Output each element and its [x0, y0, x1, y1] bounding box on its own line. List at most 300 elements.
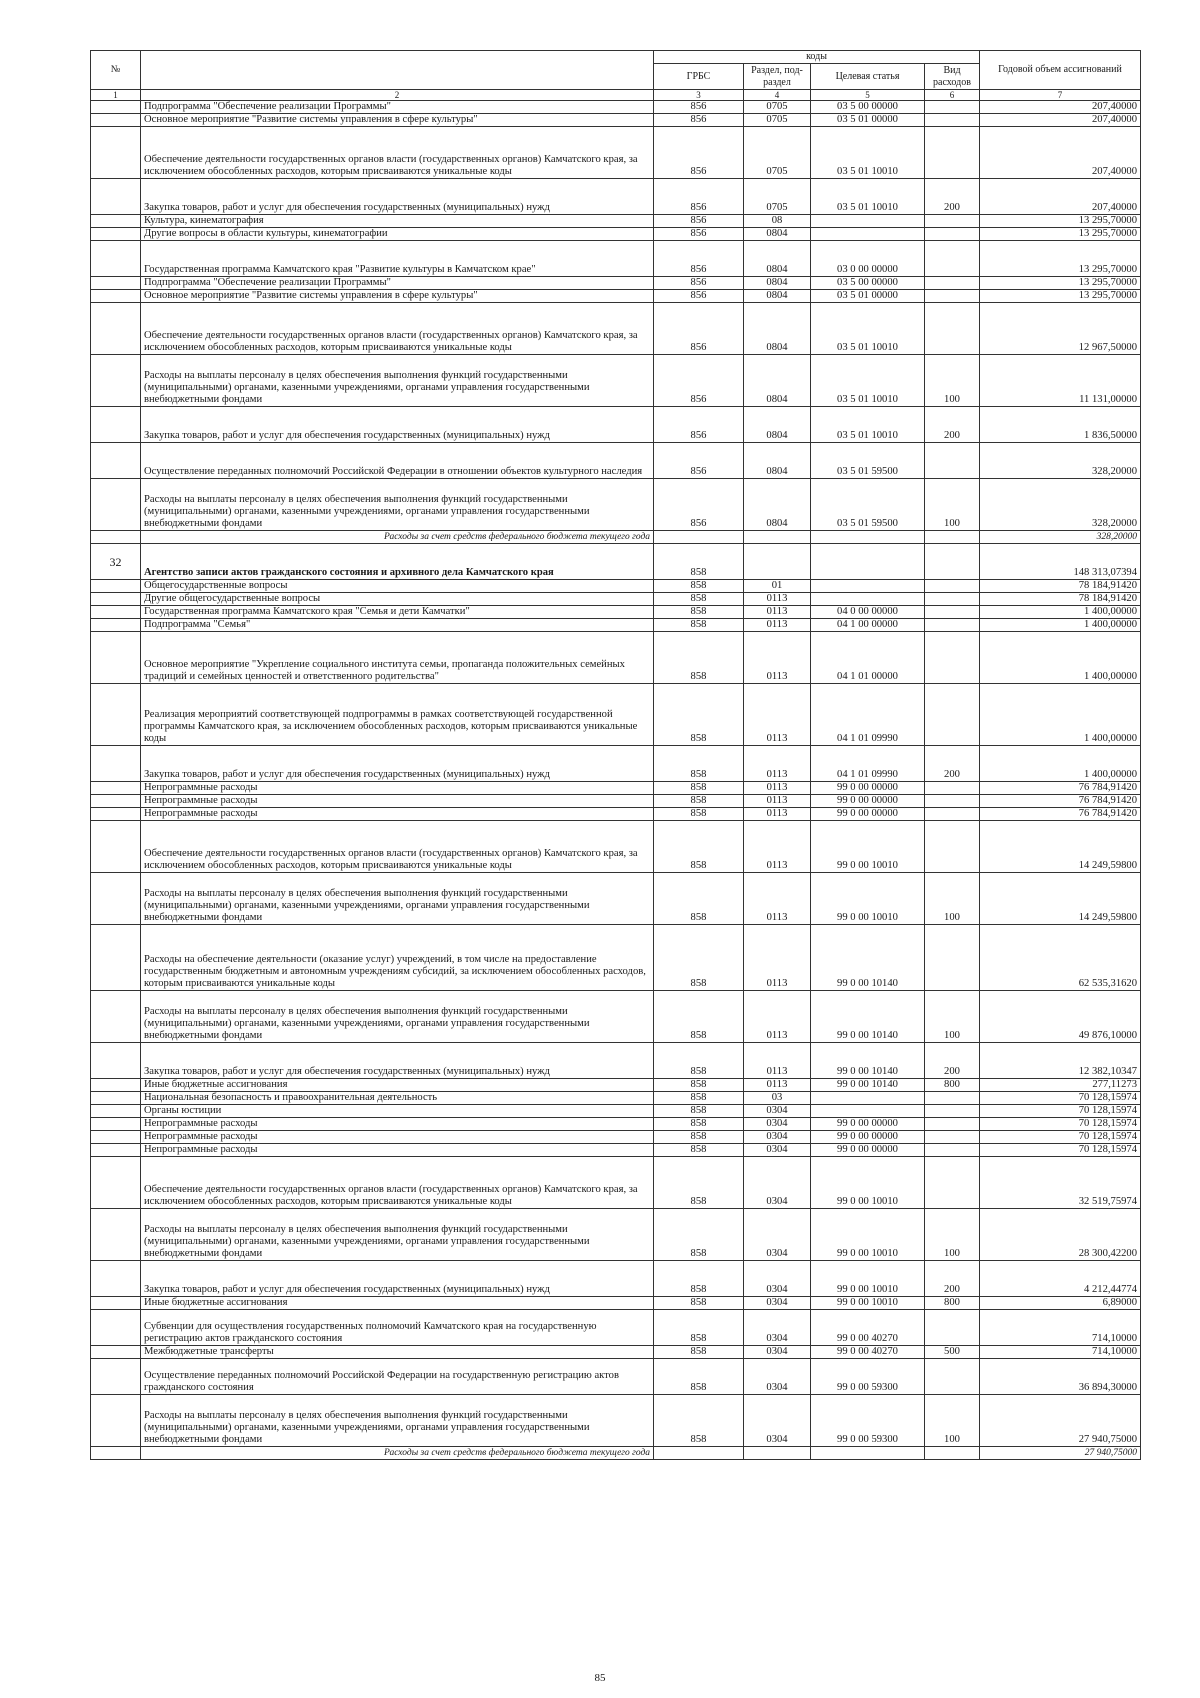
row-name: Закупка товаров, работ и услуг для обеспечения государственных (муниципальных) нужд	[141, 746, 654, 782]
row-number	[91, 580, 141, 593]
table-row	[91, 290, 1141, 303]
row-target-article: 99 0 00 10010	[811, 1157, 925, 1209]
row-expense-type	[925, 544, 980, 580]
table-row	[91, 1157, 1141, 1209]
row-section	[744, 531, 811, 544]
row-grbs: 858	[654, 746, 744, 782]
row-number	[91, 746, 141, 782]
table-row	[91, 782, 1141, 795]
row-number	[91, 303, 141, 355]
row-name: Непрограммные расходы	[141, 1144, 654, 1157]
row-number: 32	[91, 544, 141, 580]
row-expense-type	[925, 925, 980, 991]
row-annual-amount: 1 400,00000	[980, 619, 1141, 632]
row-section: 0804	[744, 355, 811, 407]
row-annual-amount: 328,20000	[980, 443, 1141, 479]
row-target-article: 99 0 00 00000	[811, 1118, 925, 1131]
row-number	[91, 1395, 141, 1447]
row-target-article: 03 5 01 10010	[811, 179, 925, 215]
row-name: Закупка товаров, работ и услуг для обеспечения государственных (муниципальных) нужд	[141, 1043, 654, 1079]
row-annual-amount: 4 212,44774	[980, 1261, 1141, 1297]
row-grbs: 858	[654, 1346, 744, 1359]
row-name: Подпрограмма "Обеспечение реализации Программы"	[141, 101, 654, 114]
table-row	[91, 808, 1141, 821]
table-row	[91, 303, 1141, 355]
row-number	[91, 1043, 141, 1079]
row-name: Основное мероприятие "Укрепление социального института семьи, пропаганда положительных семейных традиций и семейных ценностей и ответственного родительства"	[141, 632, 654, 684]
row-annual-amount: 70 128,15974	[980, 1144, 1141, 1157]
row-expense-type	[925, 443, 980, 479]
table-header	[91, 51, 1141, 101]
row-annual-amount: 62 535,31620	[980, 925, 1141, 991]
row-expense-type	[925, 215, 980, 228]
row-grbs	[654, 531, 744, 544]
row-target-article: 03 5 01 10010	[811, 407, 925, 443]
table-row	[91, 580, 1141, 593]
row-grbs: 856	[654, 303, 744, 355]
row-annual-amount: 6,89000	[980, 1297, 1141, 1310]
row-annual-amount: 49 876,10000	[980, 991, 1141, 1043]
table-body	[91, 101, 1141, 1460]
row-name: Расходы на выплаты персоналу в целях обеспечения выполнения функций государственными (муниципальными) органами, казенными учреждениями, органами управления государственными внебюджетными фондами	[141, 355, 654, 407]
row-number	[91, 443, 141, 479]
row-section: 0113	[744, 746, 811, 782]
table-row	[91, 215, 1141, 228]
row-name: Межбюджетные трансферты	[141, 1346, 654, 1359]
row-section: 0113	[744, 795, 811, 808]
table-row	[91, 1105, 1141, 1118]
row-number	[91, 925, 141, 991]
row-number	[91, 606, 141, 619]
row-name: Общегосударственные вопросы	[141, 580, 654, 593]
header-target-article: Целевая статья	[811, 64, 925, 90]
row-expense-type	[925, 580, 980, 593]
budget-table-sheet	[90, 50, 1140, 1460]
row-section: 0113	[744, 873, 811, 925]
row-target-article	[811, 1105, 925, 1118]
table-row	[91, 241, 1141, 277]
row-annual-amount: 148 313,07394	[980, 544, 1141, 580]
table-row	[91, 1297, 1141, 1310]
row-target-article: 03 5 00 00000	[811, 277, 925, 290]
table-row	[91, 531, 1141, 544]
row-grbs: 858	[654, 1118, 744, 1131]
row-target-article: 03 5 01 00000	[811, 290, 925, 303]
row-annual-amount: 1 400,00000	[980, 746, 1141, 782]
table-row	[91, 1359, 1141, 1395]
row-target-article: 04 0 00 00000	[811, 606, 925, 619]
row-name: Иные бюджетные ассигнования	[141, 1297, 654, 1310]
row-target-article: 04 1 01 09990	[811, 684, 925, 746]
row-grbs: 856	[654, 114, 744, 127]
row-grbs: 856	[654, 479, 744, 531]
row-section: 0113	[744, 632, 811, 684]
header-codes: коды	[654, 51, 980, 64]
row-number	[91, 241, 141, 277]
row-target-article: 03 5 00 00000	[811, 101, 925, 114]
row-expense-type	[925, 619, 980, 632]
row-name: Обеспечение деятельности государственных органов власти (государственных органов) Камчатского края, за исключением обособленных расходов, которым присваиваются уникальные коды	[141, 127, 654, 179]
row-expense-type: 100	[925, 991, 980, 1043]
row-name: Органы юстиции	[141, 1105, 654, 1118]
row-number	[91, 1346, 141, 1359]
row-target-article: 04 1 00 00000	[811, 619, 925, 632]
row-target-article: 03 5 01 00000	[811, 114, 925, 127]
row-annual-amount: 28 300,42200	[980, 1209, 1141, 1261]
row-grbs: 856	[654, 215, 744, 228]
table-row	[91, 228, 1141, 241]
row-expense-type: 100	[925, 1209, 980, 1261]
row-target-article: 99 0 00 40270	[811, 1346, 925, 1359]
row-number	[91, 1261, 141, 1297]
row-target-article: 03 5 01 10010	[811, 127, 925, 179]
row-annual-amount: 328,20000	[980, 531, 1141, 544]
row-grbs: 858	[654, 1157, 744, 1209]
row-section: 0304	[744, 1209, 811, 1261]
row-annual-amount: 70 128,15974	[980, 1105, 1141, 1118]
row-number	[91, 808, 141, 821]
row-expense-type	[925, 1144, 980, 1157]
row-expense-type: 100	[925, 355, 980, 407]
row-grbs: 858	[654, 1261, 744, 1297]
row-section: 0113	[744, 606, 811, 619]
row-section: 0113	[744, 821, 811, 873]
row-grbs: 858	[654, 821, 744, 873]
row-number	[91, 619, 141, 632]
row-section: 0304	[744, 1261, 811, 1297]
row-name: Национальная безопасность и правоохранительная деятельность	[141, 1092, 654, 1105]
row-name: Непрограммные расходы	[141, 1118, 654, 1131]
row-number	[91, 1079, 141, 1092]
row-grbs: 858	[654, 795, 744, 808]
row-grbs: 858	[654, 593, 744, 606]
row-expense-type	[925, 808, 980, 821]
row-number	[91, 1447, 141, 1460]
row-expense-type: 200	[925, 179, 980, 215]
row-annual-amount: 13 295,70000	[980, 215, 1141, 228]
row-number	[91, 873, 141, 925]
table-row	[91, 277, 1141, 290]
header-index-row	[91, 90, 1141, 101]
row-annual-amount: 32 519,75974	[980, 1157, 1141, 1209]
row-annual-amount: 1 400,00000	[980, 606, 1141, 619]
row-section: 0113	[744, 619, 811, 632]
row-target-article	[811, 1092, 925, 1105]
row-expense-type	[925, 593, 980, 606]
row-section: 08	[744, 215, 811, 228]
row-name: Осуществление переданных полномочий Российской Федерации на государственную регистрацию актов гражданского состояния	[141, 1359, 654, 1395]
row-name: Обеспечение деятельности государственных органов власти (государственных органов) Камчатского края, за исключением обособленных расходов, которым присваиваются уникальные коды	[141, 303, 654, 355]
row-expense-type	[925, 606, 980, 619]
header-section: Раздел, под-раздел	[744, 64, 811, 90]
row-expense-type: 200	[925, 407, 980, 443]
row-name: Расходы на выплаты персоналу в целях обеспечения выполнения функций государственными (муниципальными) органами, казенными учреждениями, органами управления государственными внебюджетными фондами	[141, 1209, 654, 1261]
row-section: 0113	[744, 925, 811, 991]
row-name: Закупка товаров, работ и услуг для обеспечения государственных (муниципальных) нужд	[141, 407, 654, 443]
header-index: 4	[744, 90, 811, 101]
row-annual-amount: 277,11273	[980, 1079, 1141, 1092]
row-name: Государственная программа Камчатского края "Семья и дети Камчатки"	[141, 606, 654, 619]
row-section: 0804	[744, 228, 811, 241]
row-target-article: 04 1 01 00000	[811, 632, 925, 684]
row-expense-type	[925, 1447, 980, 1460]
row-annual-amount: 13 295,70000	[980, 290, 1141, 303]
row-number	[91, 593, 141, 606]
header-index: 5	[811, 90, 925, 101]
row-expense-type: 800	[925, 1297, 980, 1310]
table-row	[91, 593, 1141, 606]
row-target-article: 99 0 00 10140	[811, 1043, 925, 1079]
row-name: Государственная программа Камчатского края "Развитие культуры в Камчатском крае"	[141, 241, 654, 277]
row-name: Реализация мероприятий соответствующей подпрограммы в рамках соответствующей государственной программы Камчатского края, за исключением обособленных расходов, которым присваиваются уникальные коды	[141, 684, 654, 746]
row-target-article	[811, 531, 925, 544]
row-expense-type	[925, 1157, 980, 1209]
row-grbs: 856	[654, 407, 744, 443]
table-row	[91, 443, 1141, 479]
row-annual-amount: 70 128,15974	[980, 1131, 1141, 1144]
row-target-article: 99 0 00 10140	[811, 925, 925, 991]
row-section: 0804	[744, 443, 811, 479]
table-row	[91, 1118, 1141, 1131]
table-row	[91, 1144, 1141, 1157]
row-number	[91, 1118, 141, 1131]
row-target-article	[811, 215, 925, 228]
row-name: Подпрограмма "Семья"	[141, 619, 654, 632]
row-name: Другие вопросы в области культуры, кинематографии	[141, 228, 654, 241]
row-expense-type	[925, 1118, 980, 1131]
row-number	[91, 215, 141, 228]
row-number	[91, 277, 141, 290]
row-grbs: 856	[654, 443, 744, 479]
row-annual-amount: 70 128,15974	[980, 1092, 1141, 1105]
row-number	[91, 1144, 141, 1157]
row-annual-amount: 714,10000	[980, 1310, 1141, 1346]
row-annual-amount: 27 940,75000	[980, 1395, 1141, 1447]
row-name: Обеспечение деятельности государственных органов власти (государственных органов) Камчатского края, за исключением обособленных расходов, которым присваиваются уникальные коды	[141, 1157, 654, 1209]
row-section: 0804	[744, 407, 811, 443]
row-expense-type	[925, 303, 980, 355]
row-section: 0705	[744, 179, 811, 215]
row-name: Расходы за счет средств федерального бюджета текущего года	[141, 531, 654, 544]
row-grbs: 858	[654, 925, 744, 991]
row-annual-amount: 1 400,00000	[980, 684, 1141, 746]
row-expense-type	[925, 127, 980, 179]
row-grbs: 858	[654, 1310, 744, 1346]
table-row	[91, 606, 1141, 619]
row-name: Культура, кинематография	[141, 215, 654, 228]
table-row	[91, 1261, 1141, 1297]
row-number	[91, 101, 141, 114]
row-grbs: 856	[654, 241, 744, 277]
row-expense-type	[925, 1092, 980, 1105]
header-grbs: ГРБС	[654, 64, 744, 90]
row-target-article	[811, 544, 925, 580]
row-annual-amount: 13 295,70000	[980, 228, 1141, 241]
row-name: Закупка товаров, работ и услуг для обеспечения государственных (муниципальных) нужд	[141, 1261, 654, 1297]
table-row	[91, 925, 1141, 991]
row-grbs: 858	[654, 580, 744, 593]
row-target-article: 99 0 00 10010	[811, 1261, 925, 1297]
header-index: 6	[925, 90, 980, 101]
row-name: Расходы на обеспечение деятельности (оказание услуг) учреждений, в том числе на предоставление государственным бюджетным и автономным учреждениям субсидий, за исключением обособленных расходов, которым присваиваются уникальные коды	[141, 925, 654, 991]
row-target-article: 99 0 00 10010	[811, 821, 925, 873]
row-annual-amount: 78 184,91420	[980, 593, 1141, 606]
table-row	[91, 407, 1141, 443]
row-expense-type	[925, 290, 980, 303]
row-section: 0113	[744, 991, 811, 1043]
row-number	[91, 1297, 141, 1310]
row-grbs: 856	[654, 127, 744, 179]
row-target-article: 03 0 00 00000	[811, 241, 925, 277]
row-number	[91, 479, 141, 531]
table-row	[91, 1092, 1141, 1105]
row-target-article: 99 0 00 10010	[811, 1297, 925, 1310]
row-section: 0113	[744, 808, 811, 821]
header-name-blank	[141, 51, 654, 90]
row-section: 01	[744, 580, 811, 593]
row-grbs: 856	[654, 179, 744, 215]
row-name: Основное мероприятие "Развитие системы управления в сфере культуры"	[141, 114, 654, 127]
table-row	[91, 1447, 1141, 1460]
row-annual-amount: 70 128,15974	[980, 1118, 1141, 1131]
row-number	[91, 127, 141, 179]
row-target-article: 99 0 00 00000	[811, 808, 925, 821]
row-name: Иные бюджетные ассигнования	[141, 1079, 654, 1092]
row-name: Закупка товаров, работ и услуг для обеспечения государственных (муниципальных) нужд	[141, 179, 654, 215]
row-annual-amount: 76 784,91420	[980, 795, 1141, 808]
header-index: 1	[91, 90, 141, 101]
table-row	[91, 684, 1141, 746]
row-expense-type	[925, 795, 980, 808]
row-expense-type: 100	[925, 1395, 980, 1447]
row-expense-type	[925, 241, 980, 277]
row-number	[91, 684, 141, 746]
row-target-article: 03 5 01 10010	[811, 303, 925, 355]
row-annual-amount: 78 184,91420	[980, 580, 1141, 593]
row-annual-amount: 1 400,00000	[980, 632, 1141, 684]
row-number	[91, 1105, 141, 1118]
table-row	[91, 873, 1141, 925]
header-index: 3	[654, 90, 744, 101]
row-number	[91, 1310, 141, 1346]
table-row	[91, 795, 1141, 808]
row-grbs: 858	[654, 544, 744, 580]
row-number	[91, 531, 141, 544]
table-row	[91, 101, 1141, 114]
row-target-article: 99 0 00 00000	[811, 795, 925, 808]
row-grbs: 856	[654, 355, 744, 407]
table-row	[91, 1043, 1141, 1079]
row-expense-type: 500	[925, 1346, 980, 1359]
row-target-article: 99 0 00 00000	[811, 1131, 925, 1144]
row-number	[91, 1157, 141, 1209]
table-row	[91, 114, 1141, 127]
row-name: Обеспечение деятельности государственных органов власти (государственных органов) Камчатского края, за исключением обособленных расходов, которым присваиваются уникальные коды	[141, 821, 654, 873]
row-section: 0304	[744, 1359, 811, 1395]
row-annual-amount: 13 295,70000	[980, 277, 1141, 290]
row-grbs: 856	[654, 228, 744, 241]
row-number	[91, 1359, 141, 1395]
row-grbs: 858	[654, 873, 744, 925]
row-grbs: 858	[654, 1092, 744, 1105]
row-grbs	[654, 1447, 744, 1460]
row-grbs: 856	[654, 277, 744, 290]
row-section: 0113	[744, 782, 811, 795]
row-name: Расходы на выплаты персоналу в целях обеспечения выполнения функций государственными (муниципальными) органами, казенными учреждениями, органами управления государственными внебюджетными фондами	[141, 873, 654, 925]
table-row	[91, 1310, 1141, 1346]
row-grbs: 858	[654, 782, 744, 795]
row-section: 0705	[744, 114, 811, 127]
table-row	[91, 632, 1141, 684]
row-section: 0304	[744, 1346, 811, 1359]
row-number	[91, 228, 141, 241]
row-target-article	[811, 228, 925, 241]
table-row	[91, 1395, 1141, 1447]
header-index: 7	[980, 90, 1141, 101]
row-grbs: 858	[654, 1079, 744, 1092]
row-expense-type	[925, 1131, 980, 1144]
row-number	[91, 114, 141, 127]
row-expense-type	[925, 531, 980, 544]
row-annual-amount: 714,10000	[980, 1346, 1141, 1359]
row-expense-type	[925, 1310, 980, 1346]
row-expense-type	[925, 821, 980, 873]
row-target-article: 99 0 00 40270	[811, 1310, 925, 1346]
row-section: 0304	[744, 1144, 811, 1157]
row-expense-type	[925, 1359, 980, 1395]
row-grbs: 858	[654, 684, 744, 746]
row-section: 0113	[744, 1079, 811, 1092]
row-grbs: 858	[654, 632, 744, 684]
row-number	[91, 1209, 141, 1261]
header-expense-type: Вид расходов	[925, 64, 980, 90]
row-expense-type	[925, 684, 980, 746]
row-grbs: 858	[654, 1043, 744, 1079]
row-annual-amount: 1 836,50000	[980, 407, 1141, 443]
row-annual-amount: 36 894,30000	[980, 1359, 1141, 1395]
row-target-article: 03 5 01 59500	[811, 479, 925, 531]
row-number	[91, 407, 141, 443]
row-section	[744, 1447, 811, 1460]
row-expense-type	[925, 632, 980, 684]
row-name: Основное мероприятие "Развитие системы управления в сфере культуры"	[141, 290, 654, 303]
row-expense-type	[925, 114, 980, 127]
row-target-article: 99 0 00 10010	[811, 873, 925, 925]
header-number: №	[91, 51, 141, 90]
row-name: Расходы на выплаты персоналу в целях обеспечения выполнения функций государственными (муниципальными) органами, казенными учреждениями, органами управления государственными внебюджетными фондами	[141, 1395, 654, 1447]
row-section: 0304	[744, 1131, 811, 1144]
row-grbs: 858	[654, 808, 744, 821]
row-grbs: 858	[654, 1144, 744, 1157]
row-number	[91, 821, 141, 873]
row-annual-amount: 207,40000	[980, 179, 1141, 215]
row-target-article	[811, 593, 925, 606]
row-grbs: 858	[654, 1209, 744, 1261]
row-name: Подпрограмма "Обеспечение реализации Программы"	[141, 277, 654, 290]
row-section: 0304	[744, 1118, 811, 1131]
row-section	[744, 544, 811, 580]
row-grbs: 858	[654, 1359, 744, 1395]
row-target-article: 99 0 00 00000	[811, 1144, 925, 1157]
table-row	[91, 1209, 1141, 1261]
row-expense-type: 200	[925, 1043, 980, 1079]
row-name: Непрограммные расходы	[141, 1131, 654, 1144]
row-name: Расходы на выплаты персоналу в целях обеспечения выполнения функций государственными (муниципальными) органами, казенными учреждениями, органами управления государственными внебюджетными фондами	[141, 479, 654, 531]
row-section: 0304	[744, 1297, 811, 1310]
row-section: 0304	[744, 1310, 811, 1346]
row-target-article: 99 0 00 00000	[811, 782, 925, 795]
row-section: 0705	[744, 127, 811, 179]
